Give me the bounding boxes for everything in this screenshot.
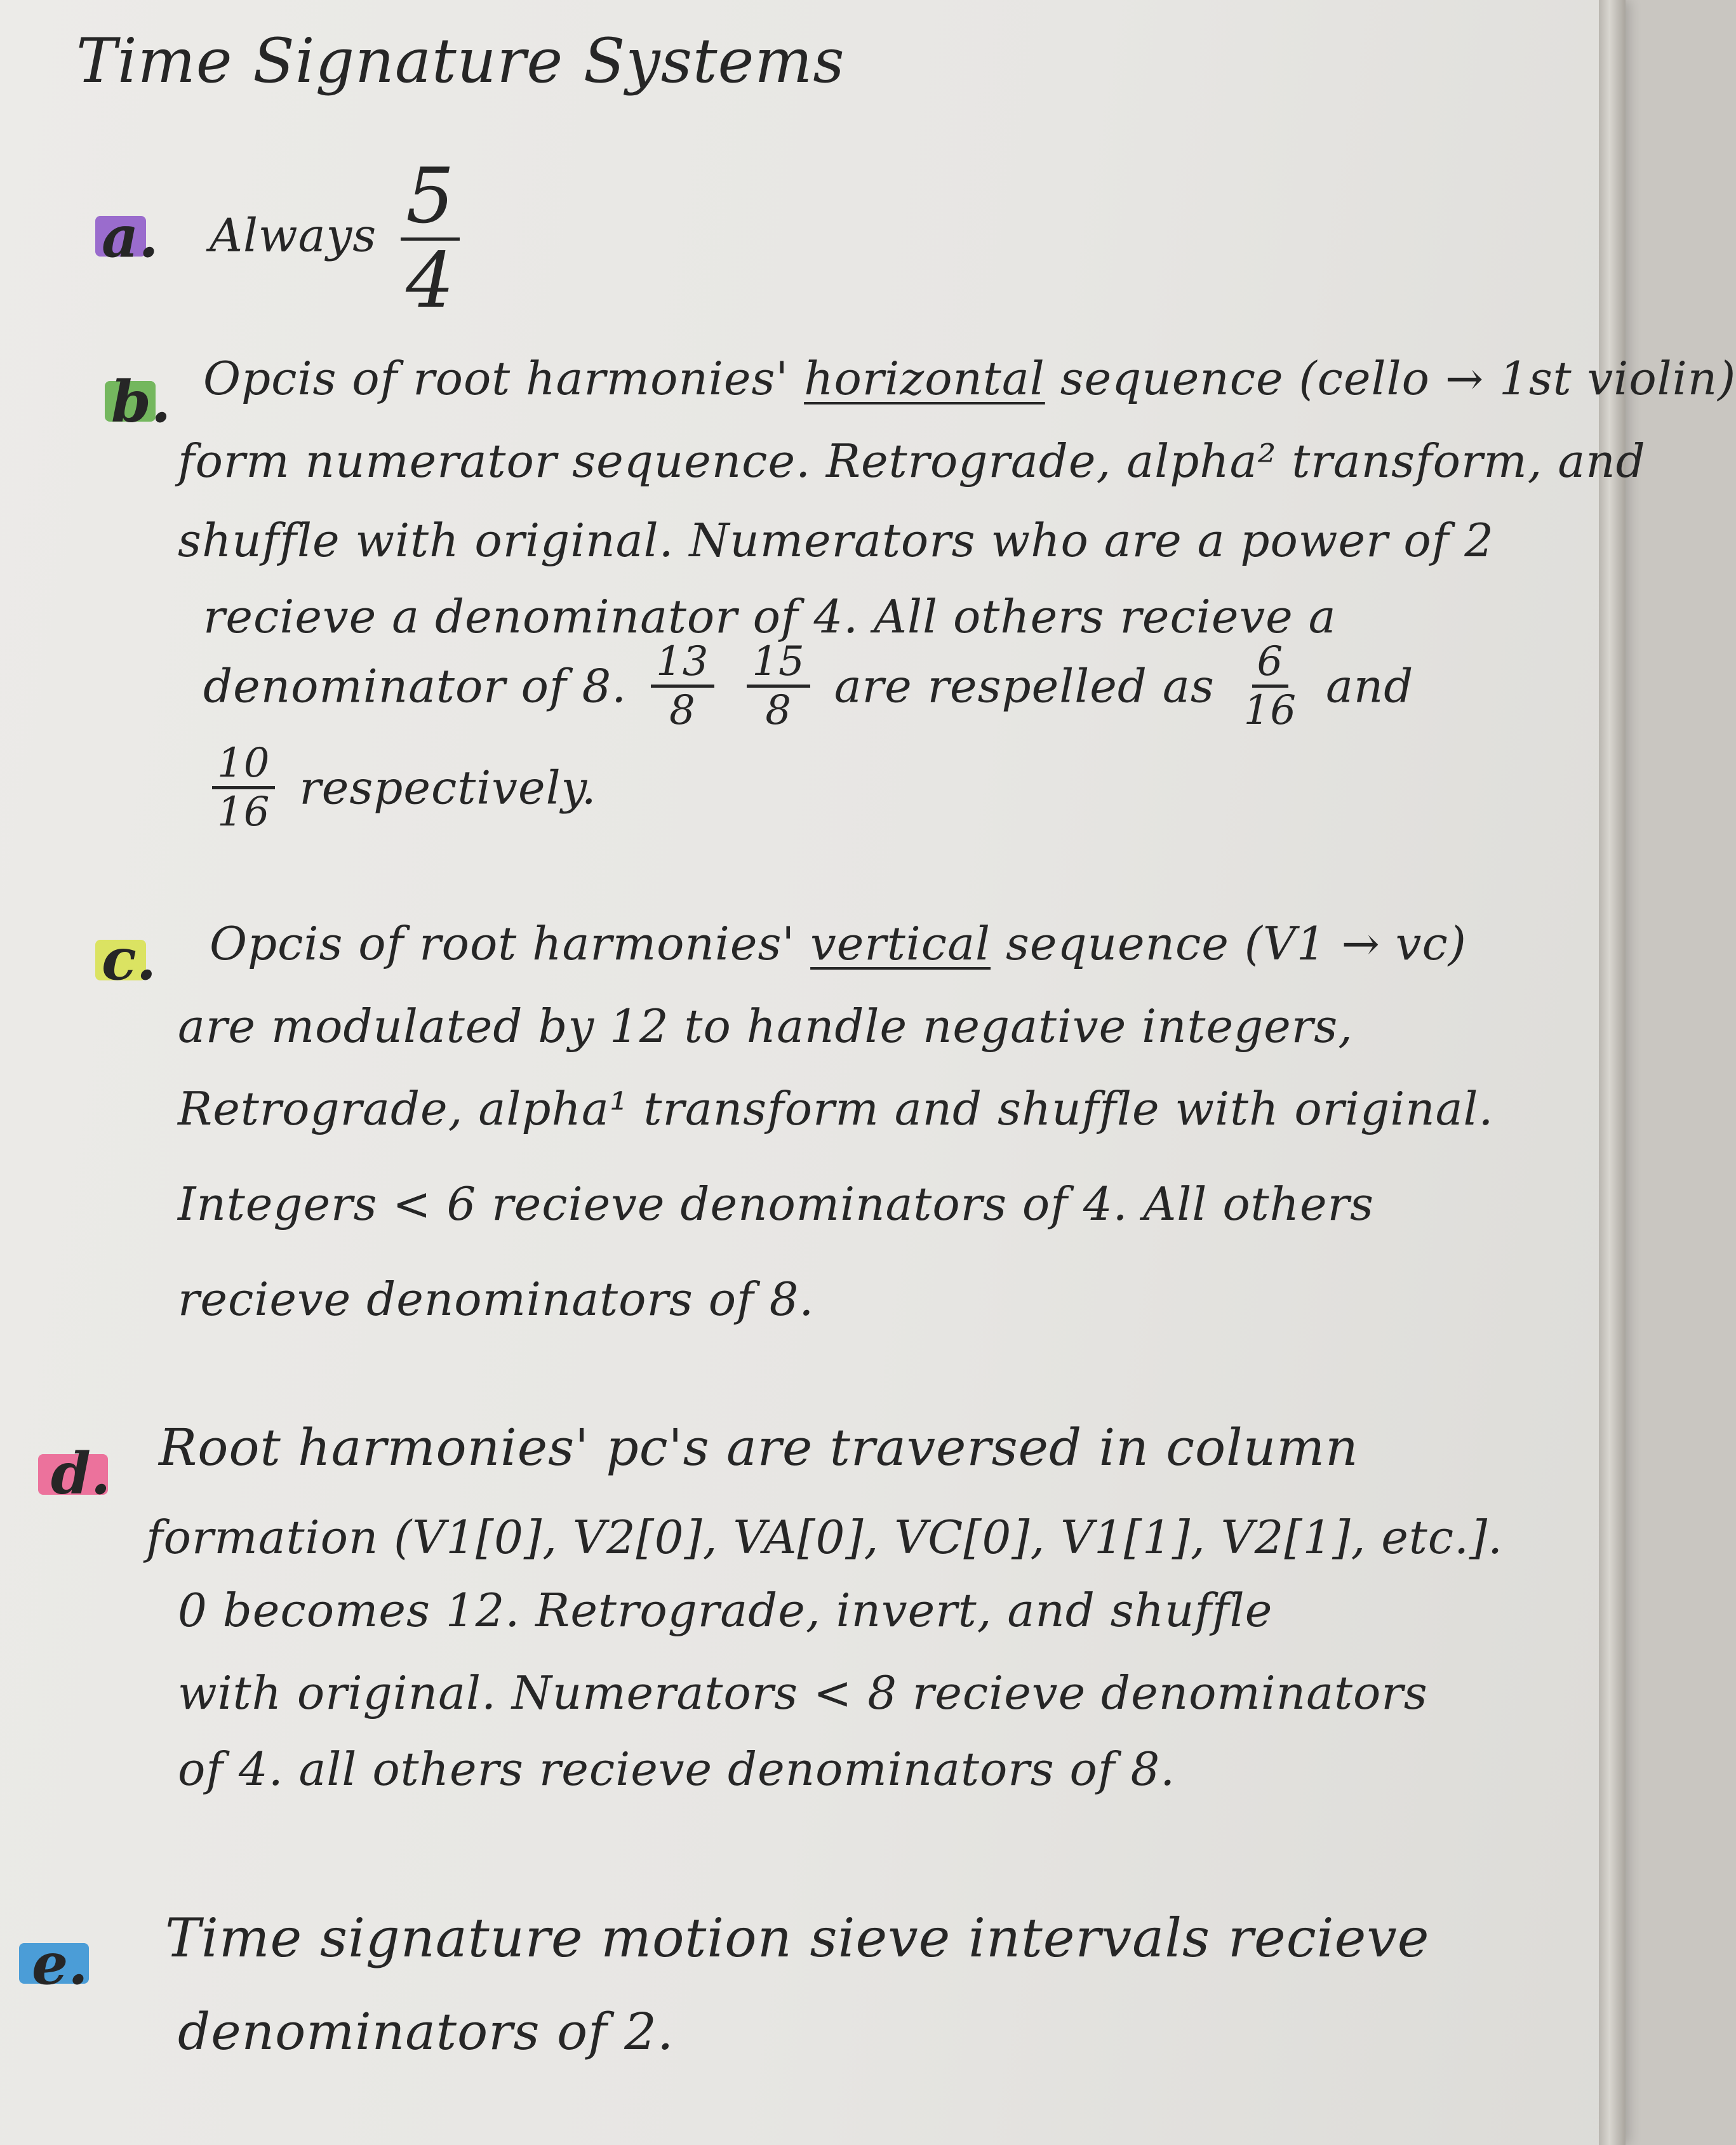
item-e-line-1: Time signature motion sieve intervals recieve [165, 1907, 1430, 1969]
item-d-label: d. [51, 1440, 111, 1507]
item-d-line-5: of 4. all others recieve denominators of 8. [178, 1742, 1176, 1796]
fraction-5-4 [401, 152, 460, 325]
fraction-numerator: 6 [1252, 641, 1289, 688]
item-c-line-3: Retrograde, alpha¹ transform and shuffle with original. [178, 1082, 1494, 1135]
item-c-underlined-word: vertical [810, 917, 991, 970]
item-d-line-2: formation (V1[0], V2[0], VA[0], VC[0], V1[1], V2[1], etc.]. [146, 1511, 1503, 1564]
fraction-denominator: 8 [669, 687, 696, 734]
fraction-numerator: 13 [651, 641, 714, 688]
fraction-10-16 [212, 740, 275, 836]
fraction-denominator: 8 [765, 687, 792, 734]
item-d-line-1: Root harmonies' pc's are traversed in column [159, 1418, 1359, 1477]
item-b-line-5 [203, 638, 1414, 734]
fraction-numerator: 15 [747, 641, 810, 688]
item-b-line-5-post: and [1325, 659, 1414, 713]
item-c-line-1-post: sequence (V1 → vc) [1005, 917, 1467, 970]
item-b-line-5-mid: are respelled as [834, 659, 1215, 713]
item-a-label: a. [102, 203, 159, 271]
fraction-denominator: 16 [217, 789, 270, 836]
item-b-line-1 [203, 352, 1736, 405]
item-c-line-5: recieve denominators of 8. [178, 1273, 815, 1326]
fraction-13-8 [651, 638, 714, 734]
item-b-underlined-word: horizontal [804, 352, 1045, 405]
item-b-line-3: shuffle with original. Numerators who are a power of 2 [178, 514, 1495, 567]
item-c-line-1 [210, 917, 1467, 970]
item-b-line-6 [203, 740, 597, 836]
item-e-line-2: denominators of 2. [178, 2002, 674, 2061]
item-d-line-3: 0 becomes 12. Retrograde, invert, and shuffle [178, 1584, 1273, 1637]
fraction-numerator: 5 [401, 159, 460, 241]
item-c-label: c. [102, 926, 157, 993]
item-b-line-2: form numerator sequence. Retrograde, alpha² transform, and [178, 434, 1646, 488]
fraction-15-8 [747, 638, 810, 734]
page-title: Time Signature Systems [76, 25, 845, 97]
fraction-denominator: 4 [406, 237, 455, 325]
item-b-line-1-pre: Opcis of root harmonies' [203, 352, 789, 405]
item-a-always: Always [210, 208, 377, 262]
fraction-denominator: 16 [1243, 687, 1297, 734]
item-c-line-4: Integers < 6 recieve denominators of 4. All others [178, 1177, 1374, 1231]
item-b-line-1-post: sequence (cello → 1st violin) [1060, 352, 1736, 405]
item-d-line-4: with original. Numerators < 8 recieve denominators [178, 1666, 1428, 1720]
item-b-label: b. [111, 368, 171, 436]
fraction-numerator: 10 [212, 743, 275, 789]
item-a-text [210, 152, 469, 325]
page-edge [1599, 0, 1626, 2145]
fraction-6-16 [1239, 638, 1302, 734]
item-b-line-5-pre: denominator of 8. [203, 659, 627, 713]
item-c-line-1-pre: Opcis of root harmonies' [210, 917, 796, 970]
item-b-line-4: recieve a denominator of 4. All others recieve a [203, 590, 1337, 643]
item-e-label: e. [32, 1930, 88, 1998]
item-b-respectively: respectively. [299, 761, 597, 815]
item-c-line-2: are modulated by 12 to handle negative integers, [178, 999, 1354, 1053]
